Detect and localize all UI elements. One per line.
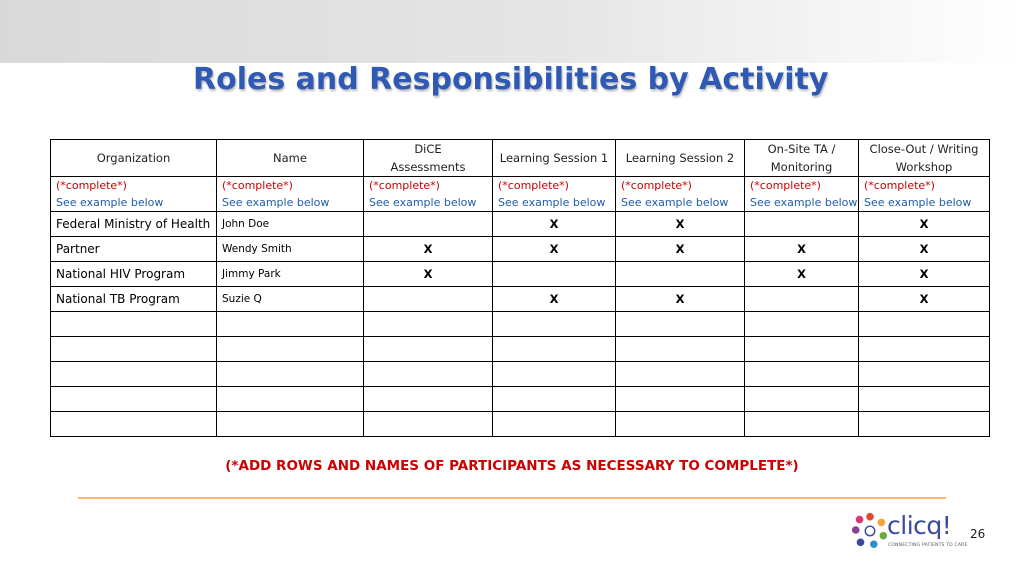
organization-cell: National TB Program — [51, 287, 217, 312]
complete-label: (*complete*) — [864, 179, 935, 192]
dice-cell — [364, 287, 493, 312]
instruction-cell — [51, 177, 217, 212]
header-cell: Name — [217, 140, 364, 177]
table-row — [51, 212, 990, 237]
organization-cell: Federal Ministry of Health — [51, 212, 217, 237]
organization-cell: National HIV Program — [51, 262, 217, 287]
complete-label: (*complete*) — [56, 179, 127, 192]
header-cell: DiCE Assessments — [364, 140, 493, 177]
closeout-cell: X — [859, 237, 990, 262]
title-background-band — [0, 0, 1024, 63]
learning-session-1-cell: X — [493, 287, 616, 312]
divider-line — [78, 497, 946, 499]
instruction-cell — [217, 177, 364, 212]
header-cell: Learning Session 1 — [493, 140, 616, 177]
learning-session-2-cell: X — [616, 212, 745, 237]
dice-cell — [364, 212, 493, 237]
name-cell: John Doe — [217, 212, 364, 237]
example-label: See example below — [621, 196, 729, 209]
instruction-row — [51, 177, 990, 212]
slide-title: Roles and Responsibilities by Activity — [193, 62, 829, 97]
example-label: See example below — [369, 196, 477, 209]
learning-session-2-cell — [616, 262, 745, 287]
name-cell: Wendy Smith — [217, 237, 364, 262]
dice-cell: X — [364, 237, 493, 262]
dice-cell: X — [364, 262, 493, 287]
roles-table — [50, 139, 990, 437]
people-circle-icon — [851, 511, 889, 549]
learning-session-2-cell: X — [616, 237, 745, 262]
header-cell: Organization — [51, 140, 217, 177]
example-label: See example below — [222, 196, 330, 209]
closeout-cell: X — [859, 262, 990, 287]
clicq-logo — [851, 511, 971, 553]
empty-table-row — [51, 312, 990, 337]
learning-session-1-cell — [493, 262, 616, 287]
onsite-ta-cell — [745, 287, 859, 312]
name-cell: Jimmy Park — [217, 262, 364, 287]
complete-label: (*complete*) — [621, 179, 692, 192]
instruction-cell — [616, 177, 745, 212]
example-label: See example below — [750, 196, 858, 209]
instruction-cell — [859, 177, 990, 212]
complete-label: (*complete*) — [222, 179, 293, 192]
empty-table-row — [51, 362, 990, 387]
learning-session-1-cell: X — [493, 212, 616, 237]
header-cell: Learning Session 2 — [616, 140, 745, 177]
learning-session-1-cell: X — [493, 237, 616, 262]
example-label: See example below — [864, 196, 972, 209]
empty-table-row — [51, 337, 990, 362]
logo-wordmark: clicq! — [887, 511, 952, 540]
organization-cell: Partner — [51, 237, 217, 262]
closeout-cell: X — [859, 212, 990, 237]
instruction-cell — [364, 177, 493, 212]
header-cell: On-Site TA / Monitoring — [745, 140, 859, 177]
onsite-ta-cell — [745, 212, 859, 237]
complete-label: (*complete*) — [498, 179, 569, 192]
name-cell: Suzie Q — [217, 287, 364, 312]
instruction-cell — [493, 177, 616, 212]
page-number: 26 — [970, 527, 986, 541]
empty-table-row — [51, 412, 990, 437]
example-label: See example below — [498, 196, 606, 209]
table-row — [51, 262, 990, 287]
instruction-cell — [745, 177, 859, 212]
learning-session-2-cell: X — [616, 287, 745, 312]
table-row — [51, 287, 990, 312]
closeout-cell: X — [859, 287, 990, 312]
table-row — [51, 237, 990, 262]
instruction-footnote: (*ADD ROWS AND NAMES OF PARTICIPANTS AS NECESSARY TO COMPLETE*) — [225, 458, 799, 474]
header-cell: Close-Out / Writing Workshop — [859, 140, 990, 177]
onsite-ta-cell: X — [745, 262, 859, 287]
header-row — [51, 140, 990, 177]
onsite-ta-cell: X — [745, 237, 859, 262]
complete-label: (*complete*) — [750, 179, 821, 192]
empty-table-row — [51, 387, 990, 412]
logo-tagline: CONNECTING PATIENTS TO CARE — [888, 543, 968, 548]
complete-label: (*complete*) — [369, 179, 440, 192]
example-label: See example below — [56, 196, 164, 209]
